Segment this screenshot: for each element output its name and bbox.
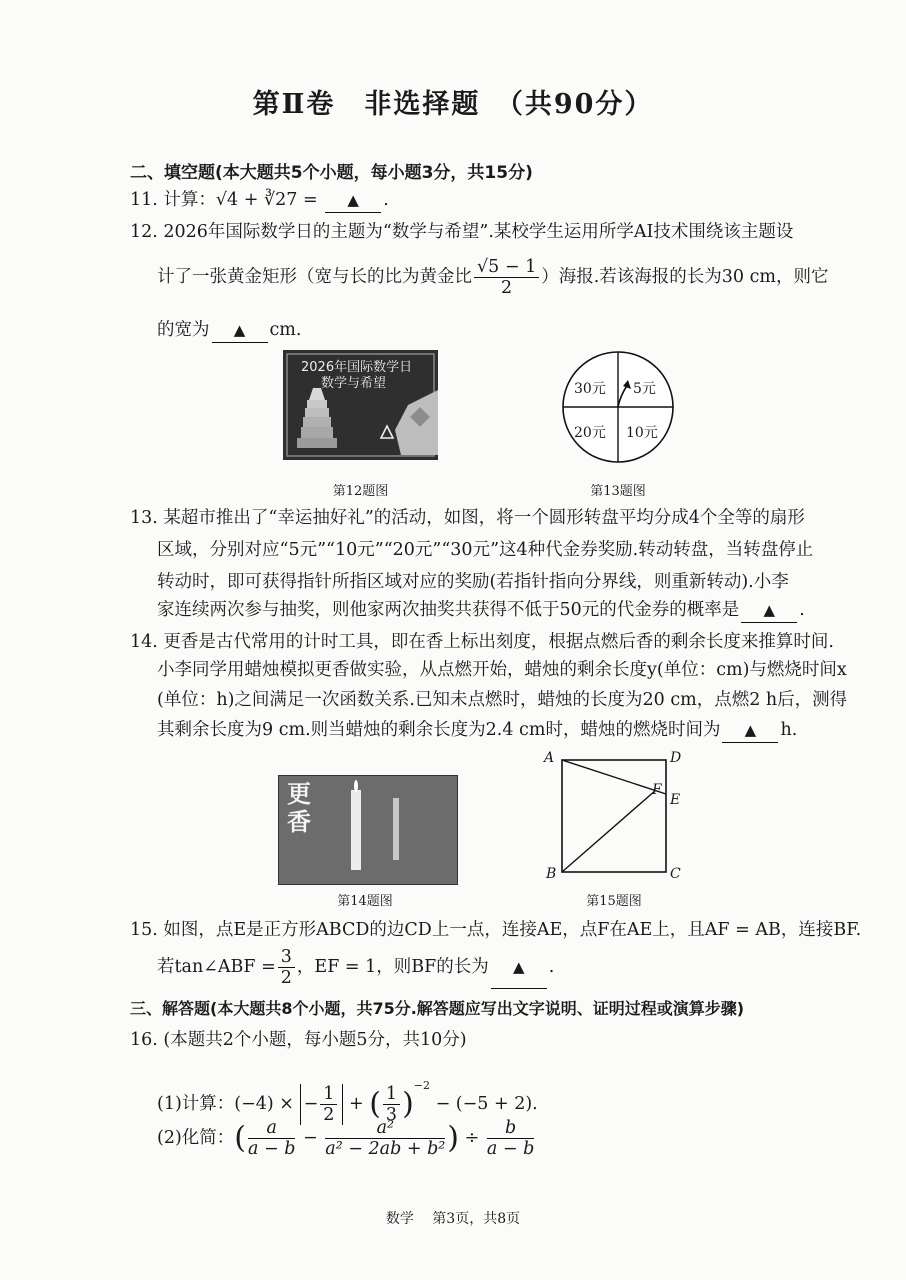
section-heading-fill-in: 二、填空题(本大题共5个小题，每小题3分，共15分) [130, 163, 533, 183]
q12-line-2 [157, 256, 829, 298]
sector-30: 30元 [574, 381, 606, 397]
q14-line-1: 14. 更香是古代常用的计时工具，即在香上标出刻度，根据点燃后香的剩余长度来推算时间. [130, 632, 834, 652]
abs-value: − $\frac{1}{2}$ [300, 1084, 344, 1125]
figure-15-square [544, 748, 684, 888]
figure-13-caption: 第13题图 [590, 484, 646, 499]
sector-5: 5元 [633, 381, 656, 397]
question-11 [130, 188, 389, 213]
q16-part-2: (2)化简：( $\frac{a}{a - b}$ − $\frac{\text{a²}}{\text{a² − 2ab + b²}}$ ) ÷ $\frac{b}{a - b}$ [157, 1118, 535, 1159]
label-F: F [652, 782, 662, 798]
answer-blank: ▲ [491, 946, 547, 989]
figure-14-photo [278, 775, 458, 885]
q16-part-1: (1)计算：(−4) × − $\frac{1}{2}$ + ( $\frac{1}{3}$ )$^{-2}$ − (−5 + 2). [157, 1079, 538, 1125]
q16-intro: 16. (本题共2个小题，每小题5分，共10分) [130, 1030, 467, 1050]
exponent: −2 [413, 1079, 430, 1092]
sector-20: 20元 [574, 425, 606, 441]
photo-text: 更香 [287, 779, 311, 836]
figure-13-spinner [562, 344, 674, 470]
candle [351, 790, 361, 870]
golden-ratio-fraction: $\frac{√5 - 1}{2}$ [474, 257, 539, 298]
q14-line-3: (单位：h)之间满足一次函数关系.已知未点燃时，蜡烛的长度为20 cm，点燃2 h后，测得 [157, 690, 848, 710]
figure-14-caption: 第14题图 [337, 894, 393, 909]
q12-line-2a: 计了一张黄金矩形（宽与长的比为黄金比 [157, 267, 472, 287]
label-E: E [670, 792, 681, 808]
tan-fraction: $\frac{3}{2}$ [278, 947, 295, 988]
answer-blank: ▲ [212, 318, 268, 343]
one-third-fraction: $\frac{1}{3}$ [383, 1084, 400, 1125]
answer-blank: ▲ [722, 718, 778, 743]
q13-line-4: 家连续两次参与抽奖，则他家两次抽奖共获得不低于50元的代金券的概率是 ▲ . [157, 598, 805, 623]
q12-line-3: 的宽为 ▲ cm. [157, 318, 301, 343]
q11-end: . [383, 190, 389, 210]
q15-line-2: 若tan∠ABF = $\frac{3}{2}$ ，EF = 1，则BF的长为 ▲ . [157, 947, 555, 988]
incense-stick [393, 798, 399, 860]
answer-blank: ▲ [741, 598, 797, 623]
q11-prefix: 11. 计算： [130, 190, 216, 210]
page-title: 第Ⅱ卷 非选择题 （共90分） [252, 89, 654, 120]
q12-line-1: 12. 2026年国际数学日的主题为“数学与希望”.某校学生运用所学AI技术围绕该主题设 [130, 222, 794, 242]
poster-title-1: 2026年国际数学日 [301, 360, 413, 375]
candle-flame [354, 780, 358, 792]
q14-line-2: 小李同学用蜡烛模拟更香做实验，从点燃开始，蜡烛的剩余长度y(单位：cm)与燃烧时间x [157, 660, 847, 680]
poster-title-2: 数学与希望 [321, 376, 387, 391]
q13-line-2: 区域，分别对应“5元”“10元”“20元”“30元”这4种代金券奖励.转动转盘，当转盘停止 [157, 540, 814, 560]
label-B: B [546, 866, 557, 882]
q11-expression: √4 + ∛27 = [215, 190, 318, 210]
answer-blank: ▲ [325, 188, 381, 213]
label-D: D [670, 750, 682, 766]
q15-line-1: 15. 如图，点E是正方形ABCD的边CD上一点，连接AE，点F在AE上，且AF = AB，连接BF. [130, 920, 862, 940]
sector-10: 10元 [626, 425, 658, 441]
q13-line-3: 转动时，即可获得指针所指区域对应的奖励(若指针指向分界线，则重新转动).小李 [157, 572, 789, 592]
section-heading-solutions: 三、解答题(本大题共8个小题，共75分.解答题应写出文字说明、证明过程或演算步骤) [130, 999, 745, 1018]
q14-line-4: 其剩余长度为9 cm.则当蜡烛的剩余长度为2.4 cm时，蜡烛的燃烧时间为 ▲ h. [157, 718, 797, 743]
q12-line-2b: ）海报.若该海报的长为30 cm，则它 [541, 267, 829, 287]
figure-12-caption: 第12题图 [332, 484, 389, 499]
q13-line-1: 13. 某超市推出了“幸运抽好礼”的活动，如图，将一个圆形转盘平均分成4个全等的扇形 [130, 508, 805, 528]
figure-15-caption: 第15题图 [586, 894, 642, 909]
label-A: A [544, 750, 555, 766]
label-C: C [670, 866, 681, 882]
page-footer: 数学 第3页，共8页 [385, 1211, 521, 1227]
figure-12-poster [283, 350, 438, 460]
